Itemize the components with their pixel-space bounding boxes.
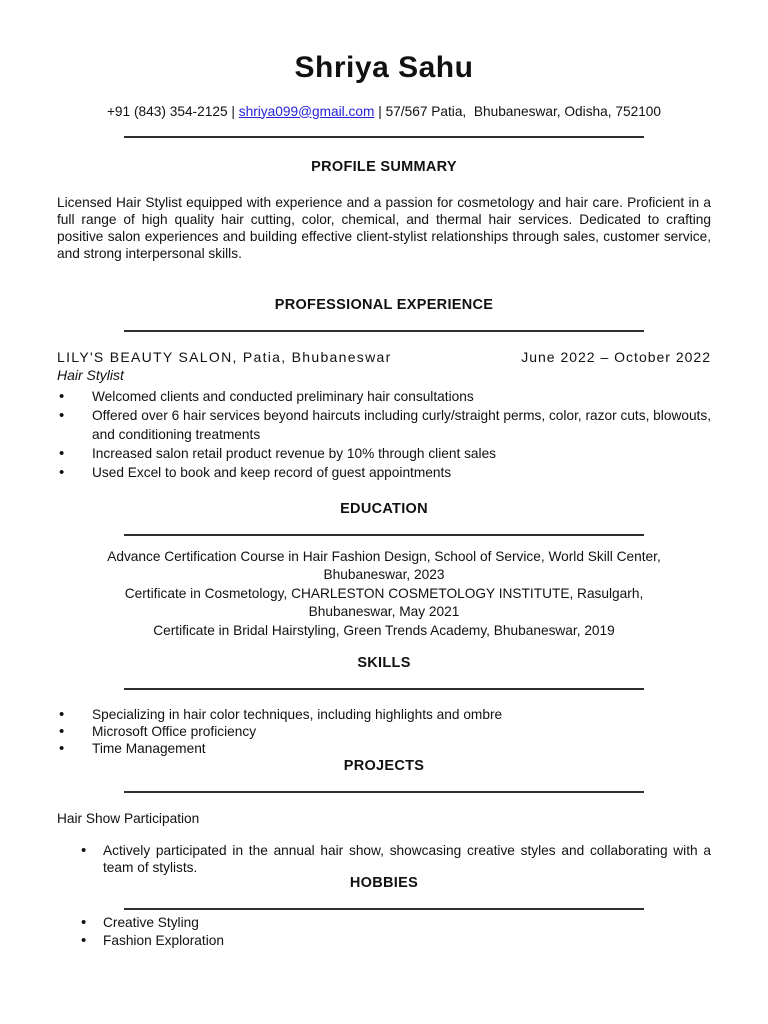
- experience-bullet-list: [57, 387, 711, 482]
- section-heading-professional-experience: PROFESSIONAL EXPERIENCE: [274, 296, 494, 313]
- education-entry: Advance Certification Course in Hair Fashion Design, School of Service, World Skill Center, Bhubaneswar, 2023: [107, 548, 661, 583]
- divider-projects: [124, 791, 644, 793]
- project-title: Hair Show Participation: [57, 811, 200, 827]
- skills-bullet-list: [57, 706, 711, 757]
- contact-phone: +91 (843) 354-2125: [106, 103, 228, 119]
- employer-name: LILY'S BEAUTY SALON, Patia, Bhubaneswar: [57, 348, 392, 365]
- education-entry: Certificate in Cosmetology, CHARLESTON COSMETOLOGY INSTITUTE, Rasulgarh, Bhubaneswar, May 2021: [124, 585, 644, 620]
- section-heading-profile-summary: PROFILE SUMMARY: [311, 158, 457, 175]
- divider-hobbies: [124, 908, 644, 910]
- experience-bullet: • Used Excel to book and keep record of guest appointments: [57, 463, 711, 482]
- divider-skills: [124, 688, 644, 690]
- hobbies-bullet-list: [57, 914, 711, 949]
- education-entry: Certificate in Bridal Hairstyling, Green Trends Academy, Bhubaneswar, 2019: [153, 622, 615, 638]
- contact-separator-1: |: [231, 103, 235, 119]
- skill-bullet: • Specializing in hair color techniques, including highlights and ombre: [57, 706, 711, 723]
- divider-education: [124, 534, 644, 536]
- contact-line: [57, 104, 711, 120]
- experience-bullet: • Welcomed clients and conducted preliminary hair consultations: [57, 387, 711, 406]
- project-bullet-list: [57, 843, 711, 876]
- hobby-bullet: • Fashion Exploration: [57, 932, 711, 950]
- candidate-name: Shriya Sahu: [294, 51, 474, 84]
- section-heading-skills: SKILLS: [357, 655, 411, 672]
- contact-address: 57/567 Patia, Bhubaneswar, Odisha, 752100: [385, 103, 662, 119]
- hobby-bullet: • Creative Styling: [57, 914, 711, 932]
- contact-separator-2: |: [378, 103, 382, 119]
- employment-dates: June 2022 – October 2022: [521, 348, 711, 365]
- experience-bullet: • Increased salon retail product revenue by 10% through client sales: [57, 444, 711, 463]
- profile-summary-text: Licensed Hair Stylist equipped with experience and a passion for cosmetology and hair care. Proficient in a full range of high quality hair cutting, color, chemical, and thermal hair services. Dedicated to crafting positive salon experiences and building effective client-stylist relationships through sales, customer service, and strong interpersonal skills.: [57, 194, 711, 261]
- education-list: [80, 548, 688, 641]
- divider-header: [124, 136, 644, 138]
- section-heading-hobbies: HOBBIES: [349, 875, 419, 892]
- skill-bullet: • Microsoft Office proficiency: [57, 723, 711, 740]
- project-bullet: • Actively participated in the annual hair show, showcasing creative styles and collaborating with a team of stylists.: [57, 843, 711, 876]
- section-heading-education: EDUCATION: [340, 500, 428, 517]
- experience-header-row: [57, 349, 711, 365]
- divider-professional-experience: [124, 330, 644, 332]
- email-link[interactable]: shriya099@gmail.com: [238, 103, 375, 119]
- job-title: Hair Stylist: [57, 366, 124, 383]
- experience-bullet: • Offered over 6 hair services beyond haircuts including curly/straight perms, color, razor cuts, blowouts, and conditioning treatments: [57, 406, 711, 444]
- section-heading-projects: PROJECTS: [343, 758, 425, 775]
- skill-bullet: • Time Management: [57, 740, 711, 757]
